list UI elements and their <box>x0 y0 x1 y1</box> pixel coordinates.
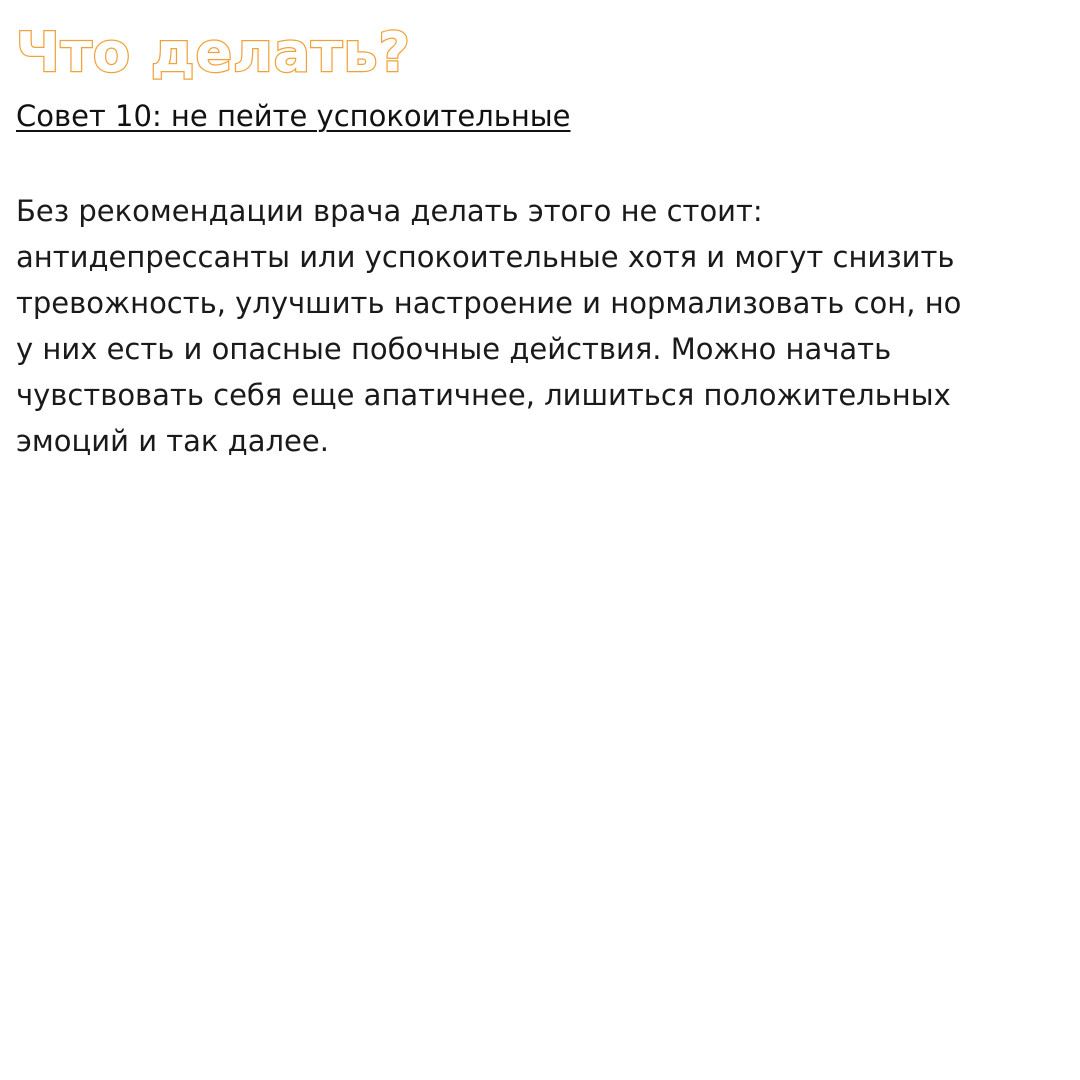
page-title: Что делать? <box>16 21 411 84</box>
body-line: тревожность, улучшить настроение и нормализовать сон, но <box>16 286 962 320</box>
tip-heading: Совет 10: не пейте успокоительные <box>16 99 571 133</box>
body-text <box>16 188 1056 464</box>
body-line: Без рекомендации врача делать этого не стоит: <box>16 194 763 228</box>
body-line: эмоций и так далее. <box>16 424 329 458</box>
body-line: чувствовать себя еще апатичнее, лишиться положительных <box>16 378 951 412</box>
body-line: у них есть и опасные побочные действия. Можно начать <box>16 332 892 366</box>
body-line: антидепрессанты или успокоительные хотя и могут снизить <box>16 240 955 274</box>
